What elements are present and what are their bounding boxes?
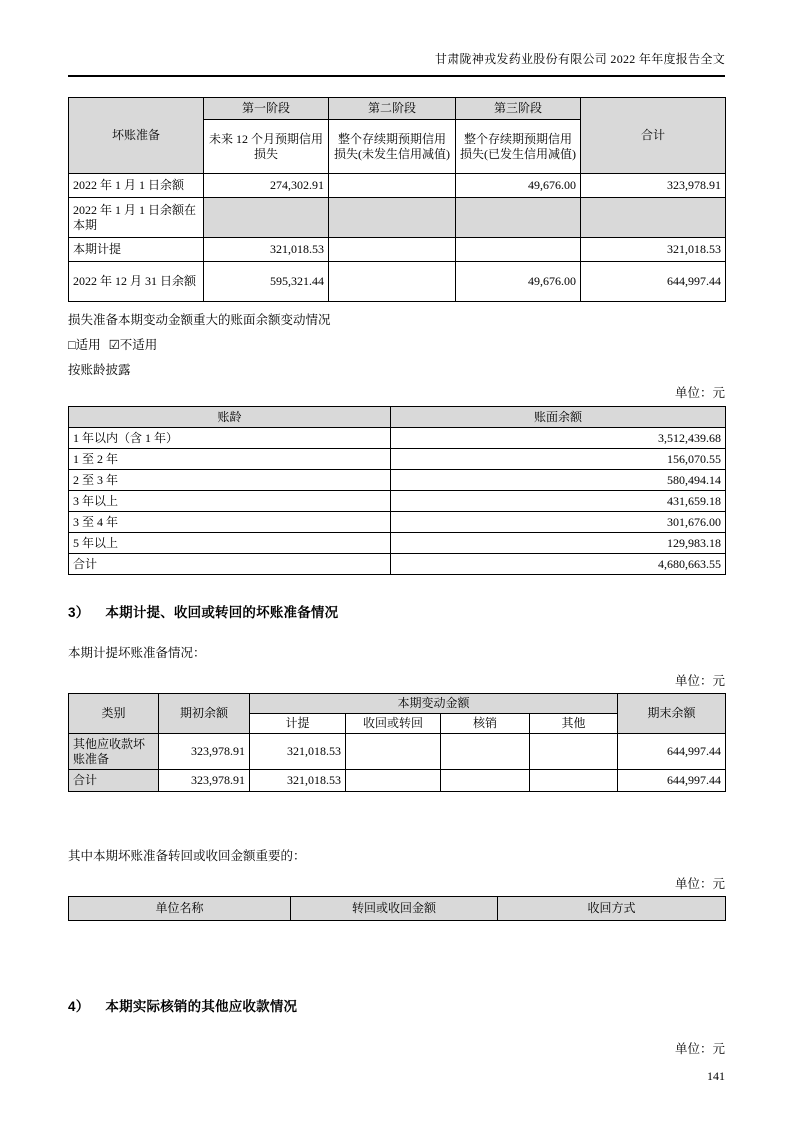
value-cell xyxy=(329,174,456,198)
row-label-cell: 3 至 4 年 xyxy=(69,512,391,533)
value-cell: 49,676.00 xyxy=(456,174,581,198)
unit-label: 单位：元 xyxy=(674,877,725,891)
value-cell xyxy=(441,734,530,770)
value-cell: 321,018.53 xyxy=(581,238,726,262)
bad-debt-stage-table xyxy=(68,97,726,302)
table-row xyxy=(69,174,726,198)
value-cell: 129,983.18 xyxy=(391,533,726,554)
value-cell xyxy=(329,238,456,262)
stage3-header: 第三阶段 xyxy=(456,98,581,120)
stage2-header: 第二阶段 xyxy=(329,98,456,120)
value-cell xyxy=(441,770,530,792)
aging-note: 按账龄披露 xyxy=(68,363,131,377)
value-cell: 644,997.44 xyxy=(581,262,726,302)
accrual-header: 计提 xyxy=(250,714,346,734)
value-cell: 301,676.00 xyxy=(391,512,726,533)
value-cell: 49,676.00 xyxy=(456,262,581,302)
table-row xyxy=(69,262,726,302)
row-label-cell: 合计 xyxy=(69,554,391,575)
row-label-cell: 合计 xyxy=(69,770,159,792)
section-3-heading xyxy=(68,601,725,621)
aging-table xyxy=(68,406,726,575)
value-cell xyxy=(581,198,726,238)
value-cell: 4,680,663.55 xyxy=(391,554,726,575)
value-cell: 321,018.53 xyxy=(204,238,329,262)
row-label-cell: 1 年以内（含 1 年） xyxy=(69,428,391,449)
stage2-desc: 整个存续期预期信用损失(未发生信用减值) xyxy=(329,120,456,174)
value-cell: 580,494.14 xyxy=(391,470,726,491)
table-row xyxy=(69,734,726,770)
table-row xyxy=(69,533,726,554)
value-cell: 431,659.18 xyxy=(391,491,726,512)
table-row xyxy=(69,428,726,449)
row-label-cell: 本期计提 xyxy=(69,238,204,262)
value-cell xyxy=(204,198,329,238)
recovery-method-header: 收回方式 xyxy=(498,897,726,921)
writeoff-header: 核销 xyxy=(441,714,530,734)
unit-name-header: 单位名称 xyxy=(69,897,291,921)
section-3-note: 本期计提坏账准备情况： xyxy=(68,646,206,660)
table-row xyxy=(69,470,726,491)
table-row xyxy=(69,491,726,512)
recovery-header-row xyxy=(69,897,726,921)
section-4-title: 本期实际核销的其他应收款情况 xyxy=(105,999,298,1014)
category-header: 类别 xyxy=(69,694,159,734)
opening-header: 期初余额 xyxy=(159,694,250,734)
provision-change-table xyxy=(68,693,726,792)
change-note: 损失准备本期变动金额重大的账面余额变动情况 xyxy=(68,313,331,327)
value-cell: 156,070.55 xyxy=(391,449,726,470)
change-group-header: 本期变动金额 xyxy=(250,694,618,714)
checkbox-unchecked-icon: □ xyxy=(68,338,76,352)
row-label-cell: 5 年以上 xyxy=(69,533,391,554)
closing-header: 期末余额 xyxy=(618,694,726,734)
checkbox-checked-icon: ☑ xyxy=(108,338,120,352)
row-label-cell: 2022 年 1 月 1 日余额在本期 xyxy=(69,198,204,238)
not-applicable-label: 不适用 xyxy=(119,338,158,352)
table-row xyxy=(69,512,726,533)
recovery-table xyxy=(68,896,726,921)
doc-header-title: 甘肃陇神戎发药业股份有限公司 2022 年年度报告全文 xyxy=(68,50,725,77)
section-4-number: 4） xyxy=(68,999,90,1014)
value-cell: 274,302.91 xyxy=(204,174,329,198)
unit-label: 单位：元 xyxy=(674,674,725,688)
value-cell xyxy=(346,734,441,770)
row-label-cell: 3 年以上 xyxy=(69,491,391,512)
value-cell xyxy=(456,198,581,238)
value-cell: 644,997.44 xyxy=(618,734,726,770)
value-cell: 323,978.91 xyxy=(159,734,250,770)
provision-header-row xyxy=(69,694,726,714)
value-cell: 321,018.53 xyxy=(250,770,346,792)
value-cell: 644,997.44 xyxy=(618,770,726,792)
applicable-label: 适用 xyxy=(75,338,101,352)
value-cell xyxy=(329,198,456,238)
section-3-title: 本期计提、收回或转回的坏账准备情况 xyxy=(105,605,339,620)
recovery-amount-header: 转回或收回金额 xyxy=(291,897,498,921)
table-row xyxy=(69,554,726,575)
balance-col-header: 账面余额 xyxy=(391,407,726,428)
total-header: 合计 xyxy=(581,98,726,174)
stage3-desc: 整个存续期预期信用损失(已发生信用减值) xyxy=(456,120,581,174)
value-cell: 323,978.91 xyxy=(159,770,250,792)
unit-label: 单位：元 xyxy=(674,1042,725,1056)
unit-label: 单位：元 xyxy=(674,386,725,400)
page-number: 141 xyxy=(707,1069,725,1083)
value-cell: 595,321.44 xyxy=(204,262,329,302)
value-cell: 321,018.53 xyxy=(250,734,346,770)
recovery-note: 其中本期坏账准备转回或收回金额重要的： xyxy=(68,849,306,863)
table-row xyxy=(69,449,726,470)
stage-table-header-row xyxy=(69,98,726,120)
row-label-cell: 2022 年 1 月 1 日余额 xyxy=(69,174,204,198)
section-3-number: 3） xyxy=(68,605,90,620)
section-4-heading xyxy=(68,995,725,1015)
value-cell: 323,978.91 xyxy=(581,174,726,198)
value-cell: 3,512,439.68 xyxy=(391,428,726,449)
stage1-desc: 未来 12 个月预期信用损失 xyxy=(204,120,329,174)
applicability-line xyxy=(68,337,725,353)
value-cell xyxy=(530,770,618,792)
value-cell xyxy=(530,734,618,770)
recover-header: 收回或转回 xyxy=(346,714,441,734)
aging-col-header: 账龄 xyxy=(69,407,391,428)
other-header: 其他 xyxy=(530,714,618,734)
stage1-header: 第一阶段 xyxy=(204,98,329,120)
value-cell xyxy=(346,770,441,792)
stage-table-corner-header: 坏账准备 xyxy=(69,98,204,174)
table-row xyxy=(69,770,726,792)
aging-header-row xyxy=(69,407,726,428)
row-label-cell: 1 至 2 年 xyxy=(69,449,391,470)
value-cell xyxy=(456,238,581,262)
value-cell xyxy=(329,262,456,302)
row-label-cell: 2 至 3 年 xyxy=(69,470,391,491)
table-row xyxy=(69,238,726,262)
table-row xyxy=(69,198,726,238)
row-label-cell: 其他应收款坏账准备 xyxy=(69,734,159,770)
row-label-cell: 2022 年 12 月 31 日余额 xyxy=(69,262,204,302)
